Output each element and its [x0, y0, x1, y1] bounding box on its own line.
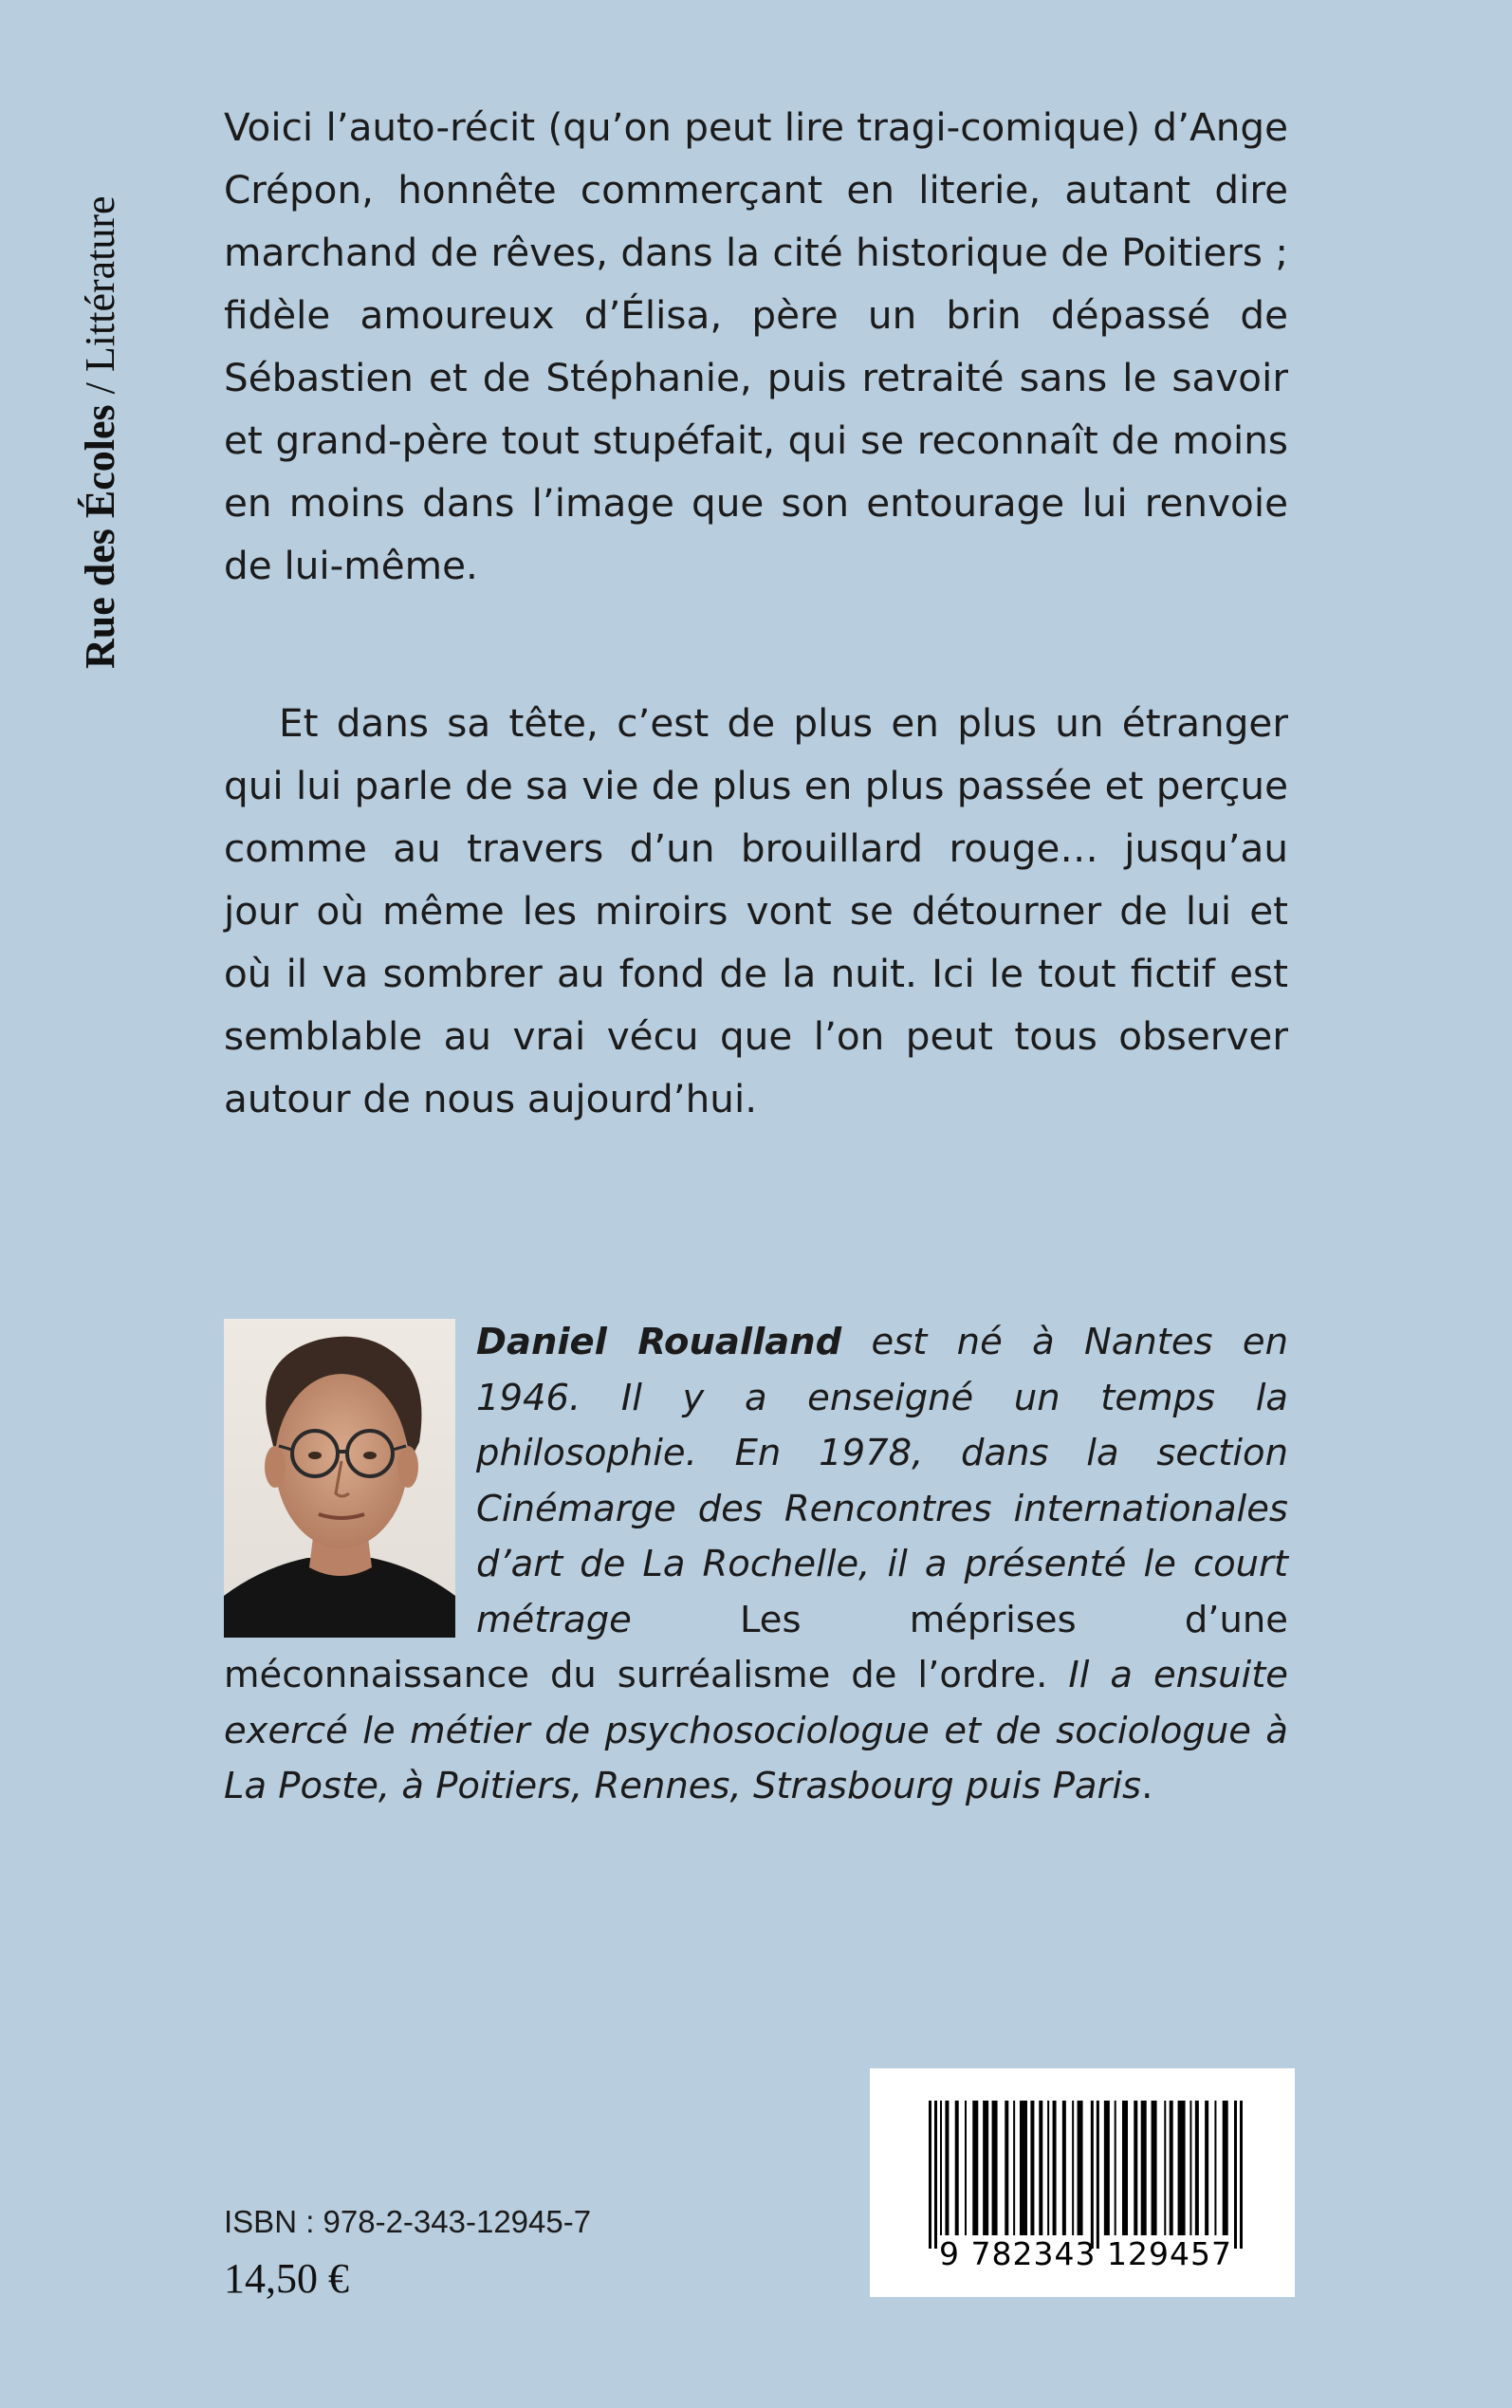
barcode-bar [1005, 2101, 1008, 2235]
barcode-bar [1152, 2101, 1157, 2235]
barcode-bar [1091, 2101, 1094, 2249]
barcode-bar [1195, 2101, 1199, 2235]
summary-paragraph-1: Voici l’auto-récit (qu’on peut lire tragi-comique) d’Ange Crépon, honnête commerçant en literie, autant dire marchand de rêves, dans la cité historique de Poitiers ; fidèle amoureux d’Élisa, père un brin dépassé de Sébastien et de Stéphanie, puis retraité sans le savoir et grand-père tout stupéfait, qui se reconnaît de moins en moins dans l’image que son entourage lui renvoie de lui-même. [224, 104, 1288, 588]
barcode-bar [1134, 2101, 1137, 2235]
barcode-bar [1039, 2101, 1042, 2235]
barcode-bar [1240, 2101, 1243, 2249]
barcode-bar [1122, 2101, 1128, 2235]
barcode-bar [1072, 2101, 1074, 2235]
barcode-bar [1013, 2101, 1015, 2235]
barcode-bar [1189, 2101, 1191, 2235]
spine-separator: / [77, 372, 123, 405]
barcode-bar [992, 2101, 998, 2235]
summary-paragraph-2: Et dans sa tête, c’est de plus en plus un étranger qui lui parle de sa vie de plus en plus passée et perçue comme au travers d’un brouillard rouge… jusqu’au jour où même les miroirs vont se détourner de lui et où il va sombrer au fond de la nuit. Ici le tout fictif est semblable au vrai vécu que l’on peut tous observer autour de nous aujourd’hui. [224, 700, 1288, 1121]
barcode-bar [1141, 2101, 1147, 2235]
barcode-bar [965, 2101, 967, 2235]
isbn-label: ISBN : 978-2-343-12945-7 [224, 2204, 592, 2239]
barcode-bar [1164, 2101, 1166, 2235]
barcode-bar [1104, 2101, 1110, 2235]
barcode-bar [940, 2101, 942, 2235]
barcode-bar [1205, 2101, 1208, 2235]
barcode-bar [934, 2101, 937, 2249]
barcode-bar [1234, 2101, 1237, 2249]
barcode [870, 2068, 1295, 2297]
category-name: Littérature [77, 195, 123, 373]
barcode-bar [1053, 2101, 1057, 2235]
film-title: Les méprises d’une méconnaissance du surréalisme de l’ordre. [224, 1598, 1288, 1696]
author-portrait-image [224, 1319, 455, 1638]
barcode-bar [1214, 2101, 1216, 2235]
author-photo [224, 1319, 455, 1638]
price-label: 14,50 € [224, 2255, 349, 2302]
barcode-bar [1047, 2101, 1049, 2235]
barcode-bar [983, 2101, 988, 2235]
barcode-bar [1062, 2101, 1066, 2235]
barcode-bar [1078, 2101, 1083, 2235]
bio-text-part-2: Il a ensuite exercé le métier de psychosociologue et de sociologue à La Poste, à Poitiers, Rennes, Strasbourg puis Paris [224, 1654, 1288, 1807]
author-bio [224, 1315, 1288, 1815]
collection-name: Rue des Écoles [77, 404, 123, 669]
barcode-bar [945, 2101, 949, 2235]
bio-text-part-1: est né à Nantes en 1946. Il y a enseigné un temps la philosophie. En 1978, dans la section Cinémarge des Rencontres internationales d’art de La Rochelle, il a présenté le court métrage [476, 1321, 1288, 1641]
barcode-bar [1115, 2101, 1116, 2235]
barcode-bar [1097, 2101, 1099, 2249]
barcode-bar [955, 2101, 959, 2235]
barcode-bar [929, 2101, 931, 2249]
barcode-bar [1030, 2101, 1034, 2235]
barcode-bar [1178, 2101, 1186, 2235]
bio-end-period: . [1141, 1765, 1153, 1807]
barcode-bar [1170, 2101, 1173, 2235]
barcode-digits: 9 782343 129457 [939, 2235, 1232, 2272]
spine-collection-label [76, 195, 124, 669]
barcode-bar [972, 2101, 978, 2235]
author-name: Daniel Roualland [476, 1321, 842, 1363]
barcode-bar [1223, 2101, 1228, 2235]
barcode-bar [1020, 2101, 1027, 2235]
